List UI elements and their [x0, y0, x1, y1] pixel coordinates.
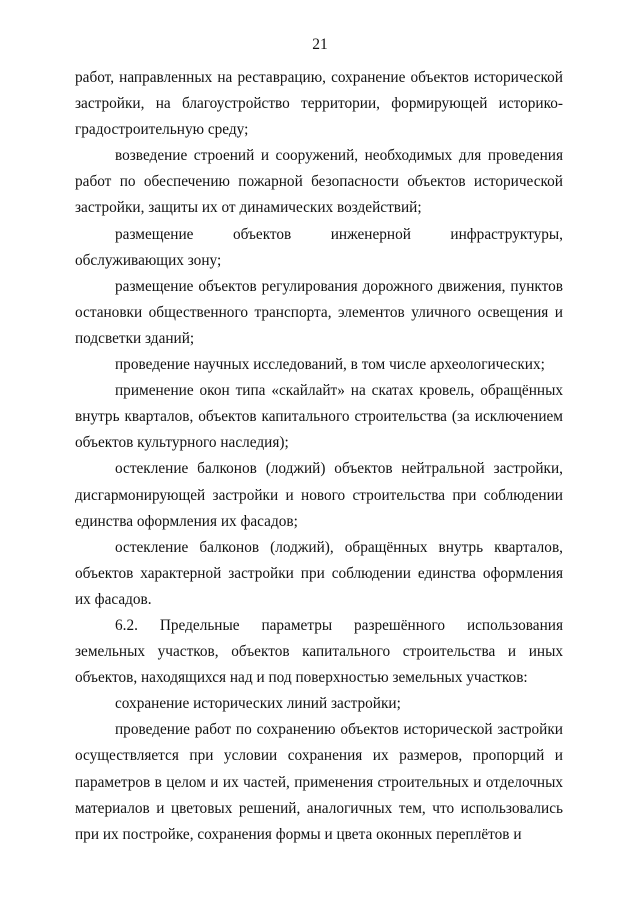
- paragraph-restoration-works: работ, направленных на реставрацию, сохранение объектов исторической застройки, на благоустройство территории, формирующей историко-градостроительную среду;: [75, 69, 563, 139]
- paragraph-balcony-glazing-courtyard: остекление балконов (лоджий), обращённых внутрь кварталов, объектов характерной застройки при соблюдении единства оформления их фасадов.: [75, 538, 563, 608]
- paragraph-skylight-windows: применение окон типа «скайлайт» на скатах кровель, обращённых внутрь кварталов, объектов капитального строительства (за исключением объектов культурного наследия);: [75, 382, 563, 452]
- page-number: 21: [312, 36, 328, 53]
- paragraph-preservation-conditions: проведение работ по сохранению объектов исторической застройки осуществляется при условии сохранения их размеров, пропорций и параметров в целом и их частей, применения строительных и отделочных материалов и цветовых решений, аналогичных тем, что использовались при их постройке, сохранения формы и цвета оконных переплётов и: [75, 721, 563, 843]
- document-body: [75, 65, 563, 848]
- paragraph-fire-safety-structures: возведение строений и сооружений, необходимых для проведения работ по обеспечению пожарной безопасности объектов исторической застройки, защиты их от динамических воздействий;: [75, 147, 563, 217]
- paragraph-traffic-regulation: размещение объектов регулирования дорожного движения, пунктов остановки общественного транспорта, элементов уличного освещения и подсветки зданий;: [75, 277, 563, 347]
- paragraph-balcony-glazing-neutral: остекление балконов (лоджий) объектов нейтральной застройки, дисгармонирующей застройки и нового строительства при соблюдении единства оформления их фасадов;: [75, 460, 563, 530]
- paragraph-scientific-research: проведение научных исследований, в том числе археологических;: [115, 356, 545, 374]
- paragraph-historic-building-lines: сохранение исторических линий застройки;: [115, 695, 401, 713]
- paragraph-engineering-infrastructure: размещение объектов инженерной инфраструктуры, обслуживающих зону;: [75, 225, 563, 269]
- paragraph-section-6-2: 6.2. Предельные параметры разрешённого использования земельных участков, объектов капитального строительства и иных объектов, находящихся над и под поверхностью земельных участков:: [75, 616, 563, 687]
